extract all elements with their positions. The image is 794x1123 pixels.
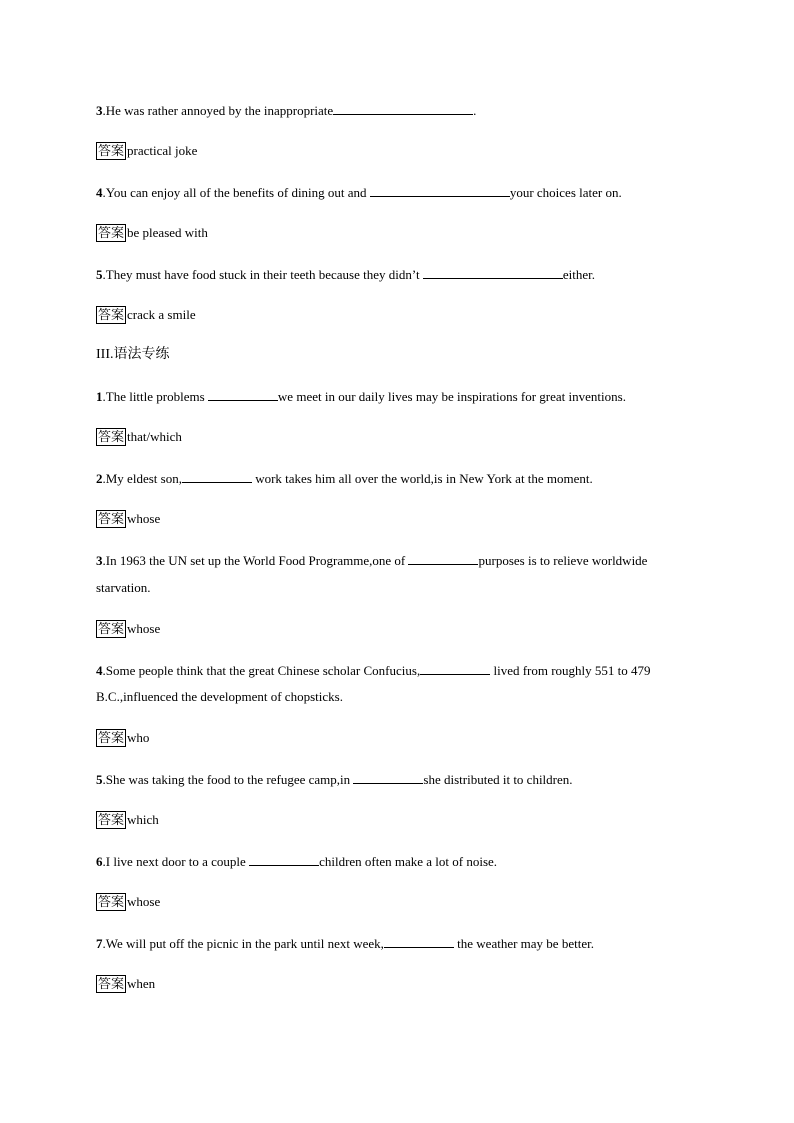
question-text: lived from roughly 551 to 479 — [490, 663, 651, 678]
question-3 — [96, 101, 476, 120]
question-number: 4 — [96, 185, 103, 200]
question-text: .They must have food stuck in their teeth because they didn’t — [102, 267, 423, 282]
question-text: .We will put off the picnic in the park until next week, — [102, 936, 384, 951]
question-text: she distributed it to children. — [423, 772, 573, 787]
question-4 — [96, 183, 622, 202]
section-title: III.语法专练 — [96, 347, 170, 362]
answer-text: whose — [127, 511, 161, 526]
question-text: .He was rather annoyed by the inappropriate — [102, 103, 334, 118]
answer-blank[interactable] — [182, 469, 252, 483]
question-text: children often make a lot of noise. — [319, 854, 498, 869]
answer-label: 答案 — [98, 511, 125, 526]
answer-blank[interactable] — [353, 770, 423, 784]
question-text: .Some people think that the great Chinese scholar Confucius, — [102, 663, 421, 678]
question-number: 1 — [96, 389, 103, 404]
answer-label: 答案 — [98, 976, 125, 991]
answer-label: 答案 — [98, 429, 125, 444]
question-number: 5 — [96, 267, 103, 282]
grammar-question-7 — [96, 934, 594, 953]
grammar-question-6 — [96, 852, 497, 871]
question-number: 6 — [96, 854, 103, 869]
answer-label: 答案 — [98, 621, 125, 636]
answer-text: crack a smile — [127, 307, 196, 322]
answer-blank[interactable] — [249, 852, 319, 866]
answer-label: 答案 — [98, 894, 125, 909]
answer-blank[interactable] — [208, 387, 278, 401]
answer-blank[interactable] — [370, 183, 510, 197]
question-number: 2 — [96, 471, 103, 486]
answer-text: practical joke — [127, 143, 198, 158]
answer-blank[interactable] — [333, 101, 473, 115]
question-text: .I live next door to a couple — [102, 854, 250, 869]
question-text: we meet in our daily lives may be inspirations for great inventions. — [277, 389, 626, 404]
grammar-question-3 — [96, 551, 647, 570]
question-number: 7 — [96, 936, 103, 951]
question-text: .You can enjoy all of the benefits of dining out and — [102, 185, 370, 200]
question-number: 3 — [96, 103, 103, 118]
answer-row — [96, 510, 160, 528]
grammar-question-2 — [96, 469, 593, 488]
question-text: purposes is to relieve worldwide — [478, 553, 648, 568]
answer-row — [96, 142, 197, 160]
answer-text: whose — [127, 621, 161, 636]
grammar-question-4 — [96, 661, 651, 680]
question-5 — [96, 265, 595, 284]
question-number: 4 — [96, 663, 103, 678]
answer-row — [96, 428, 182, 446]
question-text: the weather may be better. — [453, 936, 594, 951]
answer-text: be pleased with — [127, 225, 208, 240]
question-text: . — [473, 103, 477, 118]
answer-blank[interactable] — [420, 661, 490, 675]
grammar-question-5 — [96, 770, 573, 789]
answer-row — [96, 975, 155, 993]
answer-row — [96, 620, 160, 638]
answer-row — [96, 224, 208, 242]
answer-text: which — [127, 812, 159, 827]
question-text: either. — [562, 267, 595, 282]
question-continuation: B.C.,influenced the development of chopsticks. — [96, 689, 343, 704]
answer-label: 答案 — [98, 730, 125, 745]
answer-text: who — [127, 730, 150, 745]
answer-label: 答案 — [98, 143, 125, 158]
answer-text: when — [127, 976, 156, 991]
answer-label: 答案 — [98, 307, 125, 322]
answer-label: 答案 — [98, 812, 125, 827]
answer-blank[interactable] — [384, 934, 454, 948]
answer-blank[interactable] — [423, 265, 563, 279]
grammar-question-1 — [96, 387, 626, 406]
answer-row — [96, 306, 196, 324]
answer-row — [96, 893, 160, 911]
answer-text: that/which — [127, 429, 182, 444]
question-text: .The little problems — [102, 389, 208, 404]
question-number: 3 — [96, 553, 103, 568]
question-continuation: starvation. — [96, 580, 151, 595]
answer-label: 答案 — [98, 225, 125, 240]
question-text: work takes him all over the world,is in New York at the moment. — [251, 471, 593, 486]
question-text: .My eldest son, — [102, 471, 182, 486]
question-text: your choices later on. — [509, 185, 622, 200]
answer-text: whose — [127, 894, 161, 909]
answer-blank[interactable] — [408, 551, 478, 565]
answer-row — [96, 811, 159, 829]
question-text: .In 1963 the UN set up the World Food Programme,one of — [102, 553, 409, 568]
answer-row — [96, 729, 149, 747]
question-text: .She was taking the food to the refugee camp,in — [102, 772, 354, 787]
question-number: 5 — [96, 772, 103, 787]
